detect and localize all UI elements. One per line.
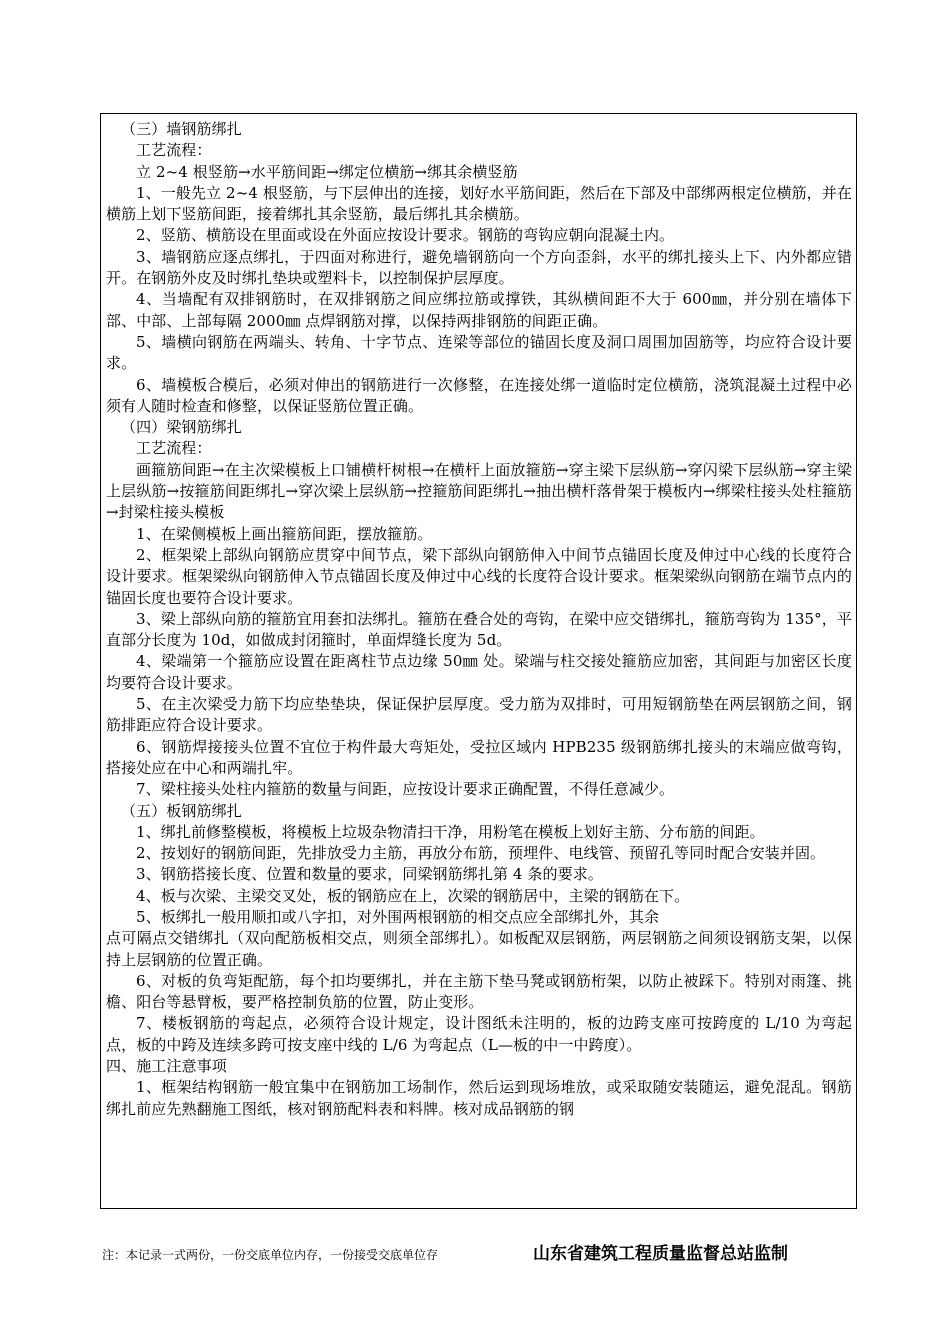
paragraph: 2、框架梁上部纵向钢筋应贯穿中间节点，梁下部纵向钢筋伸入中间节点锚固长度及伸过中心线的长度符合设计要求。框架梁纵向钢筋伸入节点锚固长度及伸过中心线的长度符合设计要求。框架梁纵向钢筋在端节点内的锚固长度也要符合设计要求。 [106, 545, 852, 607]
paragraph: 5、板绑扎一般用顺扣或八字扣，对外围两根钢筋的相交点应全部绑扎外，其余 [136, 907, 660, 926]
paragraph: 1、框架结构钢筋一般宜集中在钢筋加工场制作，然后运到现场堆放，或采取随安装随运，避免混乱。钢筋绑扎前应先熟翻施工图纸，核对钢筋配料表和料牌。核对成品钢筋的钢 [106, 1078, 852, 1118]
paragraph: 6、对板的负弯矩配筋，每个扣均要绑扎，并在主筋下垫马凳或钢筋桁架，以防止被踩下。特别对雨篷、挑檐、阳台等悬臂板，要严格控制负筋的位置，防止变形。 [106, 971, 852, 1012]
process-flow: 立 2~4 根竖筋→水平筋间距→绑定位横筋→绑其余横竖筋 [136, 162, 518, 181]
footer-note: 注：本记录一式两份，一份交底单位内存，一份接受交底单位存 [102, 1248, 439, 1262]
paragraph: 5、墙横向钢筋在两端头、转角、十字节点、连梁等部位的锚固长度及洞口周围加固筋等，均应符合设计要求。 [106, 332, 852, 373]
footer-organization: 山东省建筑工程质量监督总站监制 [533, 1244, 788, 1264]
section-heading-beam: （四）梁钢筋绑扎 [121, 418, 242, 437]
process-flow: 画箍筋间距→在主次梁模板上口铺横杆树根→在横杆上面放箍筋→穿主梁下层纵筋→穿闪梁下层纵筋→穿主梁上层纵筋→按箍筋间距绑扎→穿次梁上层纵筋→控箍筋间距绑扎→抽出横杆落骨架于模板内→绑梁柱接头处柱箍筋→封梁柱接头模板 [106, 460, 852, 522]
paragraph: 1、绑扎前修整模板，将模板上垃圾杂物清扫干净，用粉笔在模板上划好主筋、分布筋的间距。 [136, 822, 765, 841]
process-label: 工艺流程： [136, 141, 212, 160]
paragraph: 4、板与次梁、主梁交叉处，板的钢筋应在上，次梁的钢筋居中，主梁的钢筋在下。 [136, 886, 690, 905]
paragraph: 3、钢筋搭接长度、位置和数量的要求，同梁钢筋绑扎第 4 条的要求。 [136, 865, 603, 884]
process-label: 工艺流程： [136, 439, 212, 458]
paragraph: 7、梁柱接头处柱内箍筋的数量与间距，应按设计要求正确配置，不得任意减少。 [136, 780, 675, 799]
section-heading-notes: 四、施工注意事项 [106, 1057, 227, 1076]
paragraph: 7、楼板钢筋的弯起点，必须符合设计规定，设计图纸未注明的，板的边跨支座可按跨度的 L/10 为弯起点，板的中跨及连续多跨可按支座中线的 L/6 为弯起点（L—板的中一中跨度）。 [106, 1014, 852, 1054]
paragraph: 1、一般先立 2~4 根竖筋，与下层伸出的连接，划好水平筋间距，然后在下部及中部绑两根定位横筋，并在横筋上划下竖筋间距，接着绑扎其余竖筋，最后绑扎其余横筋。 [106, 183, 852, 224]
paragraph: 6、墙模板合模后，必须对伸出的钢筋进行一次修整，在连接处绑一道临时定位横筋，浇筑混凝土过程中必须有人随时检查和修整，以保证竖筋位置正确。 [106, 375, 852, 415]
paragraph: 5、在主次梁受力筋下均应垫垫块，保证保护层厚度。受力筋为双排时，可用短钢筋垫在两层钢筋之间，钢筋排距应符合设计要求。 [106, 695, 852, 735]
paragraph: 2、竖筋、横筋设在里面或设在外面应按设计要求。钢筋的弯钩应朝向混凝土内。 [136, 226, 675, 245]
paragraph: 6、钢筋焊接接头位置不宜位于构件最大弯矩处，受拉区域内 HPB235 级钢筋绑扎接头的末端应做弯钩，搭接处应在中心和两端扎牢。 [106, 737, 852, 777]
section-heading-wall: （三）墙钢筋绑扎 [121, 120, 242, 138]
paragraph: 4、梁端第一个箍筋应设置在距离柱节点边缘 50㎜ 处。梁端与柱交接处箍筋应加密，其间距与加密区长度均要符合设计要求。 [106, 652, 852, 692]
section-heading-slab: （五）板钢筋绑扎 [121, 801, 242, 820]
paragraph: 4、当墙配有双排钢筋时，在双排钢筋之间应绑拉筋或撑铁，其纵横间距不大于 600㎜，并分别在墙体下部、中部、上部每隔 2000㎜ 点焊钢筋对撑，以保持两排钢筋的间距正确。 [106, 290, 852, 330]
paragraph: 2、按划好的钢筋间距，先排放受力主筋，再放分布筋，预埋件、电线管、预留孔等同时配合安装并固。 [136, 844, 826, 863]
paragraph: 3、梁上部纵向筋的箍筋宜用套扣法绑扎。箍筋在叠合处的弯钩，在梁中应交错绑扎，箍筋弯钩为 135°，平直部分长度为 10d，如做成封闭箍时，单面焊缝长度为 5d。 [106, 609, 852, 650]
paragraph: 1、在梁侧模板上画出箍筋间距，摆放箍筋。 [136, 524, 433, 543]
document-frame [100, 113, 857, 1209]
paragraph: 3、墙钢筋应逐点绑扎，于四面对称进行，避免墙钢筋向一个方向歪斜，水平的绑扎接头上下、内外都应错开。在钢筋外皮及时绑扎垫块或塑料卡，以控制保护层厚度。 [106, 247, 852, 288]
paragraph: 点可隔点交错绑扎（双向配筋板相交点，则须全部绑扎）。如板配双层钢筋，两层钢筋之间须设钢筋支架，以保持上层钢筋的位置正确。 [106, 929, 852, 969]
